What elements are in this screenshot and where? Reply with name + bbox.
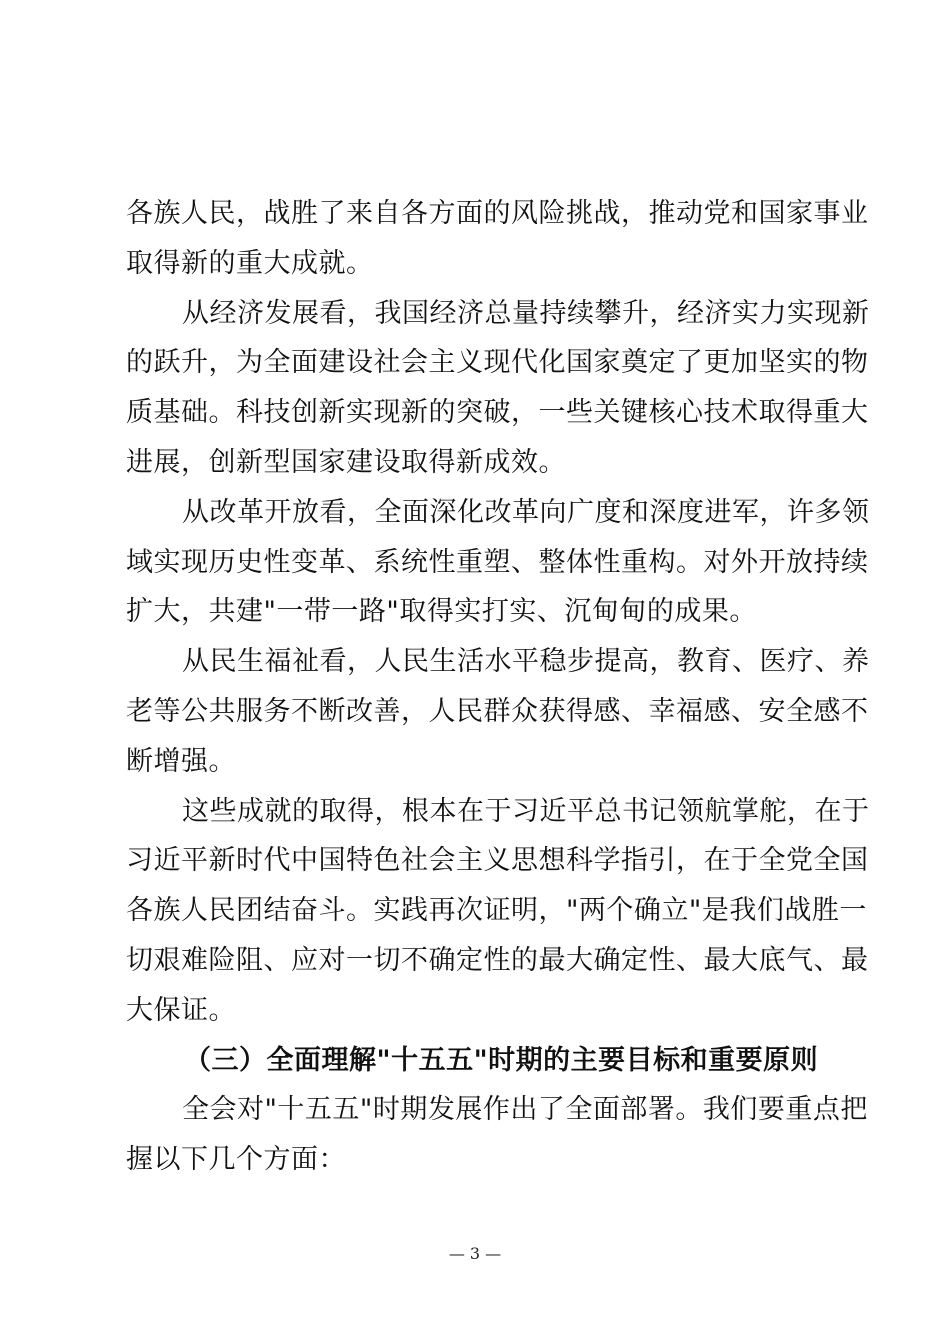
section-heading: （三）全面理解"十五五"时期的主要目标和重要原则: [184, 1044, 819, 1076]
text-line: 各族人民，战胜了来自各方面的风险挑战，推动党和国家事业: [126, 198, 869, 229]
text-line: 握以下几个方面：: [126, 1144, 346, 1176]
text-line: 进展，创新型国家建设取得新成效。: [126, 446, 566, 478]
paragraph-achievements: [126, 787, 870, 1036]
text-line: 从改革开放看，全面深化改革向广度和深度进军，许多领: [182, 496, 870, 528]
paragraph-closing: [126, 1085, 868, 1185]
paragraph-livelihood: [126, 637, 870, 786]
text-line: 取得新的重大成就。: [126, 247, 374, 279]
document-body: [126, 189, 870, 1185]
text-line: 的跃升，为全面建设社会主义现代化国家奠定了更加坚实的物: [126, 347, 869, 379]
text-line: 老等公共服务不断改善，人民群众获得感、幸福感、安全感不: [126, 695, 869, 727]
text-line: 扩大，共建"一带一路"取得实打实、沉甸甸的成果。: [126, 596, 757, 628]
page-number: — 3 —: [448, 1244, 502, 1263]
text-line: 习近平新时代中国特色社会主义思想科学指引，在于全党全国: [126, 845, 869, 877]
paragraph-continued: [126, 189, 869, 289]
text-line: 从民生福祉看，人民生活水平稳步提高，教育、医疗、养: [182, 646, 870, 678]
paragraph-economy: [126, 289, 870, 488]
text-line: 断增强。: [126, 745, 236, 777]
text-line: 质基础。科技创新实现新的突破，一些关键核心技术取得重大: [126, 397, 869, 429]
text-line: 域实现历史性变革、系统性重塑、整体性重构。对外开放持续: [126, 546, 869, 578]
text-line: 从经济发展看，我国经济总量持续攀升，经济实力实现新: [182, 297, 870, 329]
text-line: 各族人民团结奋斗。实践再次证明，"两个确立"是我们战胜一: [126, 895, 867, 927]
text-line: 全会对"十五五"时期发展作出了全面部署。我们要重点把: [182, 1094, 868, 1126]
paragraph-reform: [126, 488, 870, 637]
text-line: 大保证。: [126, 994, 236, 1026]
text-line: 切艰难险阻、应对一切不确定性的最大确定性、最大底气、最: [126, 944, 869, 976]
text-line: 这些成就的取得，根本在于习近平总书记领航掌舵，在于: [182, 795, 870, 827]
